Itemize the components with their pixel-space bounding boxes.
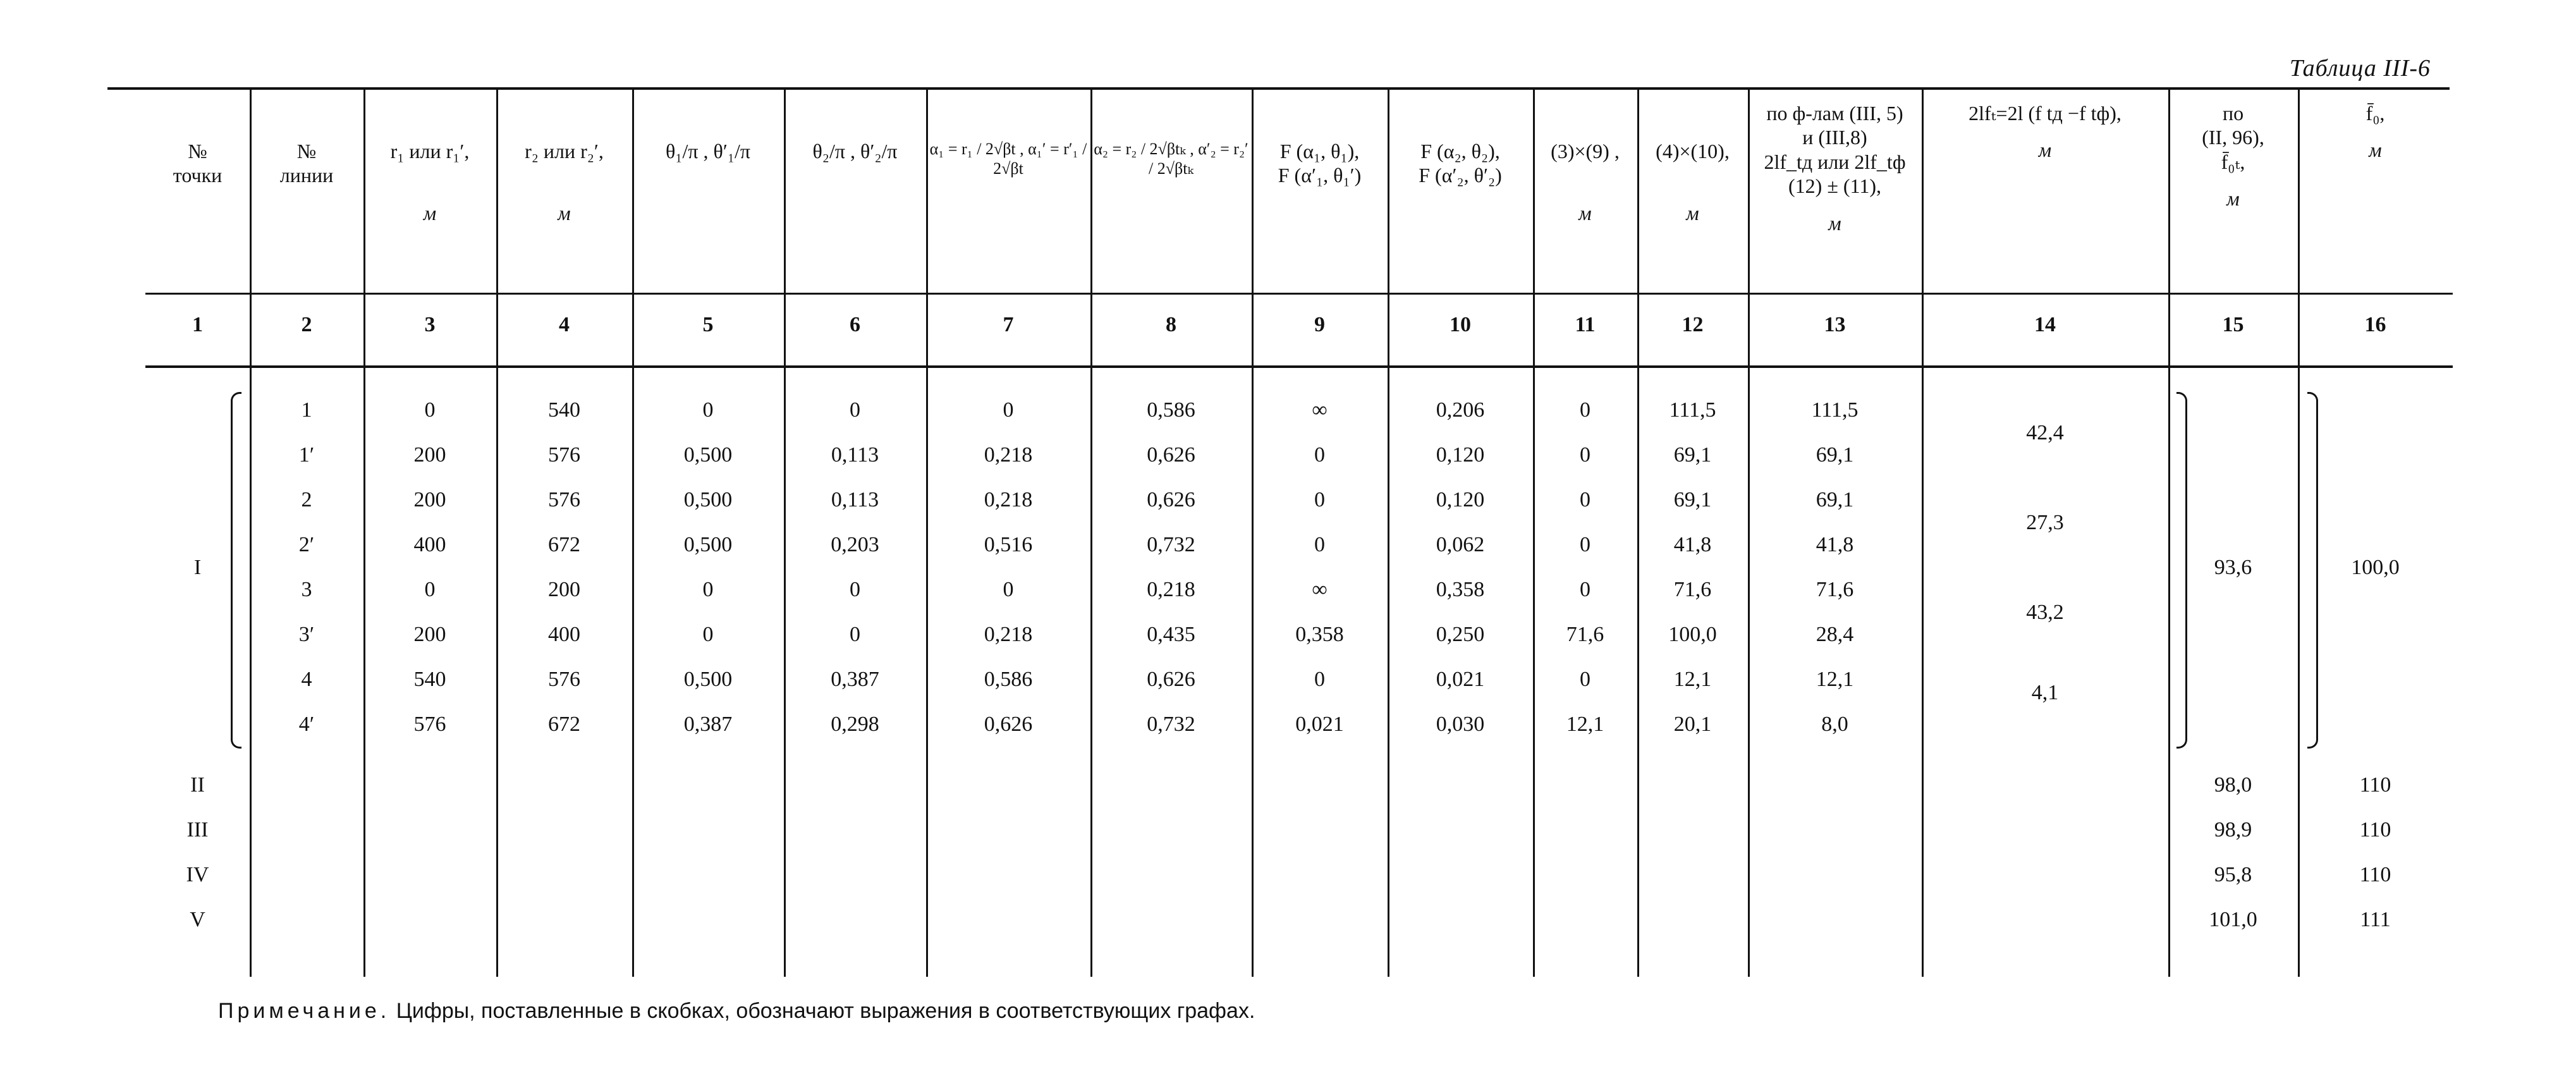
column-header-text: по (II, 96), f̄₀ₜ, [2202, 102, 2264, 173]
table-cell: 0,586 [1147, 398, 1195, 422]
table-cell: 93,6 [2214, 555, 2252, 579]
table-cell: 0 [850, 623, 860, 646]
table-cell: 100,0 [1668, 623, 1717, 646]
table-cell: 8,0 [1821, 713, 1848, 736]
column-number: 7 [1003, 313, 1014, 336]
table-cell: 0 [424, 578, 436, 601]
table-cell: 12,1 [1673, 668, 1712, 691]
table-cell: 0,218 [1147, 578, 1195, 601]
column-header-text: f̄₀, [2365, 102, 2385, 125]
table-cell: 0,120 [1436, 488, 1485, 511]
table-cell: 0,358 [1436, 578, 1485, 601]
table-cell: 2 [301, 488, 312, 511]
column-number: 6 [850, 313, 860, 336]
table-cell: 672 [548, 533, 580, 556]
table-cell: 101,0 [2209, 908, 2257, 931]
column-header-4 [496, 139, 632, 226]
column-number: 8 [1166, 313, 1176, 336]
column-header-text: θ₂/π , θ′₂/π [812, 140, 898, 162]
table-cell: 0 [1003, 398, 1014, 422]
table-cell: 1 [301, 398, 312, 422]
table-cell: 0,113 [831, 488, 879, 511]
table-note [218, 999, 1255, 1024]
table-cell: 200 [413, 488, 446, 511]
table-cell: 0,732 [1147, 713, 1195, 736]
table-cell: 0,626 [1147, 488, 1195, 511]
group-brace [2176, 392, 2187, 749]
table-cell: 0,250 [1436, 623, 1485, 646]
group-brace [2307, 392, 2318, 749]
colnum-bottom-rule [145, 365, 2453, 368]
column-header-text: α₂ = r₂ / 2√βtₖ , α′₂ = r₂′ / 2√βtₖ [1094, 140, 1248, 178]
column-header-text: 2lfₜ=2l (f tд −f tф), [1969, 102, 2121, 125]
note-text: Цифры, поставленные в скобках, обозначают выражения в соответствующих графах. [390, 999, 1255, 1023]
table-cell: 69,1 [1816, 488, 1854, 511]
column-header-3 [363, 139, 496, 226]
table-cell: 0,298 [831, 713, 879, 736]
table-cell: 0,218 [984, 443, 1033, 467]
column-header-9 [1252, 139, 1388, 188]
table-cell: 0,500 [683, 668, 733, 691]
table-cell: 0,203 [831, 533, 879, 556]
column-header-unit: м [2226, 187, 2240, 211]
table-cell: 0,435 [1147, 623, 1195, 646]
table-cell: 3′ [298, 623, 315, 646]
table-cell: 71,6 [1816, 578, 1854, 601]
table-cell: 20,1 [1673, 713, 1712, 736]
table-cell: 41,8 [1816, 533, 1854, 556]
table-cell: 0,030 [1436, 713, 1485, 736]
table-top-rule [107, 87, 2450, 90]
table-cell: 0 [1314, 443, 1325, 467]
group-brace [231, 392, 241, 749]
column-header-13 [1748, 101, 1922, 235]
column-number: 15 [2222, 313, 2244, 336]
table-cell: 200 [413, 623, 446, 646]
column-divider [2168, 90, 2170, 977]
column-header-unit: м [423, 202, 437, 225]
column-number: 10 [1450, 313, 1471, 336]
table-cell: 0 [1580, 668, 1590, 691]
table-cell: 200 [548, 578, 580, 601]
table-cell: 0 [1314, 533, 1325, 556]
table-cell: 0,062 [1436, 533, 1485, 556]
column-number: 13 [1824, 313, 1846, 336]
table-cell: 0,732 [1147, 533, 1195, 556]
table-cell: 111,5 [1811, 398, 1859, 422]
table-cell: 0 [850, 578, 860, 601]
table-cell: 41,8 [1673, 533, 1712, 556]
column-header-text: по ф-лам (III, 5) и (III,8) 2lf_tд или 2lf_tф (12) ± (11), [1764, 102, 1906, 198]
column-header-unit: м [1578, 202, 1592, 225]
point-label: V [190, 908, 205, 931]
column-header-14 [1922, 101, 2168, 162]
header-bottom-rule [145, 293, 2453, 295]
table-cell: ∞ [1312, 398, 1328, 422]
column-header-text: r₂ или r₂′, [525, 140, 604, 162]
column-header-15 [2168, 101, 2298, 211]
table-cell: 576 [548, 668, 580, 691]
column-number: 3 [424, 313, 436, 336]
table-cell: 0,387 [683, 713, 733, 736]
table-cell: 0 [702, 623, 714, 646]
table-cell: 0 [702, 578, 714, 601]
column-number: 5 [702, 313, 714, 336]
column-header-12 [1637, 139, 1748, 226]
column-header-8 [1090, 139, 1252, 178]
table-cell: 576 [548, 443, 580, 467]
table-cell: 0,500 [683, 488, 733, 511]
table-cell: 0 [1580, 488, 1590, 511]
table-cell: 69,1 [1816, 443, 1854, 467]
table-cell: 0,218 [984, 488, 1033, 511]
table-cell: 0 [850, 398, 860, 422]
table-cell: 400 [548, 623, 580, 646]
table-cell: 0 [702, 398, 714, 422]
table-cell: 0,516 [984, 533, 1033, 556]
table-cell: 0,021 [1436, 668, 1485, 691]
column-number: 14 [2034, 313, 2056, 336]
column-header-6 [784, 139, 926, 163]
table-caption: Таблица III-6 [2289, 55, 2431, 82]
table-cell: 111 [2360, 908, 2391, 931]
table-cell: 1′ [298, 443, 315, 467]
table-cell: 43,2 [2026, 600, 2064, 624]
table-cell: 0,626 [1147, 668, 1195, 691]
table-cell: 4,1 [2031, 681, 2059, 705]
table-cell: 0 [1003, 578, 1014, 601]
table-cell: 0,586 [984, 668, 1033, 691]
table-cell: 69,1 [1673, 443, 1712, 467]
table-cell: 0,500 [683, 533, 733, 556]
table-cell: 0,120 [1436, 443, 1485, 467]
column-header-unit: м [1828, 211, 1841, 235]
table-cell: 0 [424, 398, 436, 422]
table-cell: 12,1 [1816, 668, 1854, 691]
column-header-text: F (α₂, θ₂), F (α′₂, θ′₂) [1419, 140, 1502, 187]
column-header-11 [1533, 139, 1637, 226]
column-header-unit: м [2038, 138, 2052, 162]
column-header-text: α₁ = r₁ / 2√βt , α₁′ = r′₁ / 2√βt [929, 140, 1087, 178]
column-header-unit: м [2369, 138, 2382, 162]
table-cell: 4′ [298, 713, 315, 736]
table-cell: 42,4 [2026, 420, 2064, 444]
table-cell: 110 [2359, 863, 2391, 886]
table-cell: 576 [548, 488, 580, 511]
table-cell: ∞ [1312, 578, 1328, 601]
column-header-text: № точки [173, 140, 223, 187]
table-cell: 110 [2359, 818, 2391, 841]
table-cell: 0,387 [831, 668, 879, 691]
table-cell: 0,358 [1295, 623, 1344, 646]
table-cell: 540 [413, 668, 446, 691]
column-header-unit: м [558, 202, 571, 225]
table-cell: 0 [1580, 533, 1590, 556]
table-cell: 69,1 [1673, 488, 1712, 511]
column-header-text: θ₁/π , θ′₁/π [665, 140, 751, 162]
table-cell: 28,4 [1816, 623, 1854, 646]
column-header-text: № линии [279, 140, 334, 187]
column-header-text: F (α₁, θ₁), F (α′₁, θ₁′) [1278, 140, 1362, 187]
column-number: 1 [192, 313, 203, 336]
table-cell: 27,3 [2026, 510, 2064, 534]
table-cell: 100,0 [2351, 555, 2400, 579]
column-header-10 [1388, 139, 1533, 188]
table-cell: 0 [1580, 578, 1590, 601]
table-cell: 0 [1580, 443, 1590, 467]
table-cell: 12,1 [1566, 713, 1604, 736]
column-number: 11 [1575, 313, 1596, 336]
column-header-5 [632, 139, 784, 163]
point-label: III [186, 818, 209, 841]
note-prefix: Примечание. [218, 999, 391, 1023]
table-cell: 4 [301, 668, 312, 691]
column-number: 9 [1314, 313, 1325, 336]
table-cell: 576 [413, 713, 446, 736]
column-header-unit: м [1686, 202, 1699, 225]
table-cell: 0,113 [831, 443, 879, 467]
table-cell: 0,626 [1147, 443, 1195, 467]
table-cell: 98,9 [2214, 818, 2252, 841]
point-label: II [190, 773, 205, 797]
point-label: IV [186, 863, 209, 886]
column-divider [2298, 90, 2300, 977]
table-cell: 98,0 [2214, 773, 2252, 797]
table-cell: 200 [413, 443, 446, 467]
column-header-text: (3)×(9) , [1551, 140, 1620, 162]
table-cell: 672 [548, 713, 580, 736]
table-cell: 0 [1314, 668, 1325, 691]
table-cell: 3 [301, 578, 312, 601]
table-cell: 0,500 [683, 443, 733, 467]
column-header-1 [145, 139, 250, 188]
column-number: 16 [2364, 313, 2386, 336]
table-cell: 2′ [298, 533, 315, 556]
column-header-7 [926, 139, 1090, 178]
table-cell: 400 [413, 533, 446, 556]
table-cell: 0,206 [1436, 398, 1485, 422]
table-cell: 95,8 [2214, 863, 2252, 886]
column-header-16 [2298, 101, 2453, 162]
column-number: 4 [559, 313, 570, 336]
column-number: 12 [1682, 313, 1704, 336]
column-header-text: r₁ или r₁′, [390, 140, 470, 162]
table-cell: 0,218 [984, 623, 1033, 646]
table-cell: 0,626 [984, 713, 1033, 736]
table-cell: 540 [548, 398, 580, 422]
column-number: 2 [301, 313, 312, 336]
table-cell: 0 [1580, 398, 1590, 422]
table-cell: 111,5 [1669, 398, 1716, 422]
table-cell: 0 [1314, 488, 1325, 511]
table-cell: 71,6 [1673, 578, 1712, 601]
point-label: I [193, 555, 202, 579]
table-cell: 0,021 [1295, 713, 1344, 736]
column-header-2 [250, 139, 363, 188]
column-header-text: (4)×(10), [1656, 140, 1730, 162]
table-cell: 71,6 [1566, 623, 1604, 646]
table-cell: 110 [2359, 773, 2391, 797]
